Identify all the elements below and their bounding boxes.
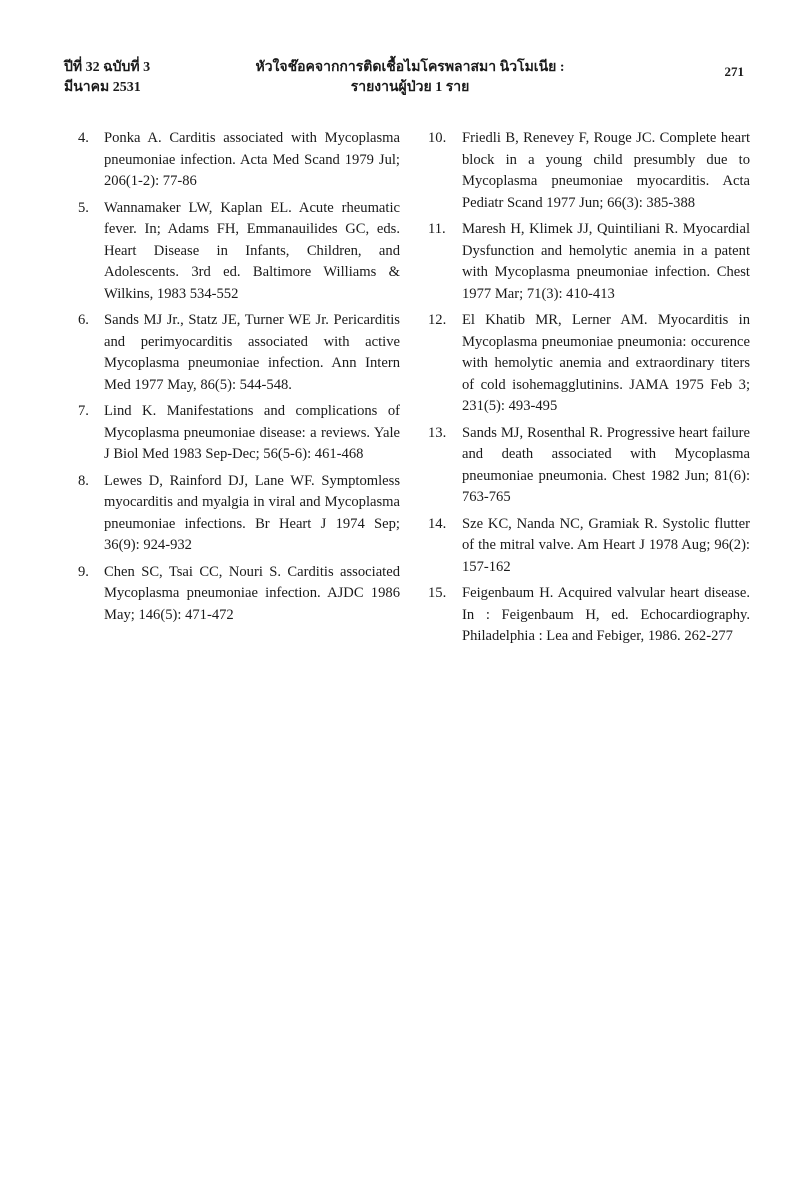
- reference-item: [428, 514, 750, 579]
- reference-text: Maresh H, Klimek JJ, Quintiliani R. Myocardial Dysfunction and hemolytic anemia in a patent with Mycoplasma pneumoniae infection. Chest 1977 Mar; 71(3): 410-413: [462, 221, 750, 302]
- reference-number: 5.: [78, 199, 89, 216]
- page-number: 271: [724, 64, 744, 79]
- reference-text: Lind K. Manifestations and complications of Mycoplasma pneumoniae disease: a reviews. Yale J Biol Med 1983 Sep-Dec; 56(5-6): 461-468: [104, 403, 400, 462]
- reference-number: 10.: [428, 130, 447, 146]
- running-title-line1: หัวใจช๊อคจากการติดเชื้อไมโครพลาสมา นิวโมเนีย :: [255, 60, 565, 75]
- references-left-column: [78, 128, 400, 631]
- reference-item: [428, 423, 750, 509]
- reference-item: [78, 128, 400, 193]
- reference-number: 11.: [428, 221, 446, 237]
- reference-text: Sands MJ Jr., Statz JE, Turner WE Jr. Pericarditis and perimyocarditis associated with active Mycoplasma pneumoniae infection. Ann Intern Med 1977 May, 86(5): 544-548.: [104, 312, 400, 393]
- reference-item: [78, 310, 400, 396]
- running-title: [240, 58, 580, 98]
- reference-number: 7.: [78, 403, 89, 419]
- reference-number: 6.: [78, 312, 89, 328]
- reference-item: [78, 198, 400, 306]
- reference-item: [428, 219, 750, 305]
- reference-item: [78, 401, 400, 466]
- reference-text: El Khatib MR, Lerner AM. Myocarditis in Mycoplasma pneumoniae pneumonia: occurence with hemolytic anemia and extraordinary titers of cold isohemagglutinins. JAMA 1975 Feb 3; 231(5): 493-495: [462, 312, 750, 414]
- reference-text: Feigenbaum H. Acquired valvular heart disease. In : Feigenbaum H, ed. Echocardiography. Philadelphia : Lea and Febiger, 1986. 262-277: [462, 585, 750, 644]
- reference-item: [428, 128, 750, 214]
- reference-item: [78, 562, 400, 627]
- reference-item: [78, 471, 400, 557]
- reference-text: Wannamaker LW, Kaplan EL. Acute rheumatic fever. In; Adams FH, Emmanauilides GC, eds. Heart Disease in Infants, Children, and Adolescents. 3rd ed. Baltimore Williams & Wilkins, 1983 534-552: [104, 199, 400, 302]
- reference-item: [428, 583, 750, 648]
- reference-text: Lewes D, Rainford DJ, Lane WF. Symptomless myocarditis and myalgia in viral and Mycoplasma pneumoniae infections. Br Heart J 1974 Sep; 36(9): 924-932: [104, 472, 400, 553]
- reference-number: 14.: [428, 515, 447, 532]
- reference-item: [428, 310, 750, 418]
- reference-number: 12.: [428, 312, 447, 328]
- reference-text: Sands MJ, Rosenthal R. Progressive heart failure and death associated with Mycoplasma pneumoniae pneumonia. Chest 1982 Jun; 81(6): 763-765: [462, 424, 750, 505]
- issue-volume: ปีที่ 32 ฉบับที่ 3: [64, 60, 151, 75]
- reference-text: Chen SC, Tsai CC, Nouri S. Carditis associated Mycoplasma pneumoniae infection. AJDC 1986 May; 146(5): 471-472: [104, 563, 400, 623]
- reference-number: 8.: [78, 472, 89, 489]
- references-right-column: [428, 128, 750, 653]
- issue-date: มีนาคม 2531: [64, 80, 141, 95]
- journal-issue: [64, 58, 150, 98]
- running-title-line2: รายงานผู้ป่วย 1 ราย: [350, 80, 470, 95]
- reference-number: 15.: [428, 585, 447, 601]
- reference-number: 4.: [78, 130, 89, 146]
- reference-text: Sze KC, Nanda NC, Gramiak R. Systolic flutter of the mitral valve. Am Heart J 1978 Aug; 96(2): 157-162: [462, 515, 750, 575]
- reference-text: Ponka A. Carditis associated with Mycoplasma pneumoniae infection. Acta Med Scand 1979 Jul; 206(1-2): 77-86: [104, 130, 400, 189]
- reference-number: 13.: [428, 424, 447, 441]
- reference-text: Friedli B, Renevey F, Rouge JC. Complete heart block in a young child presumbly due to Mycoplasma pneumoniae myocarditis. Acta Pediatr Scand 1977 Jun; 66(3): 385-388: [462, 130, 750, 211]
- reference-number: 9.: [78, 563, 89, 580]
